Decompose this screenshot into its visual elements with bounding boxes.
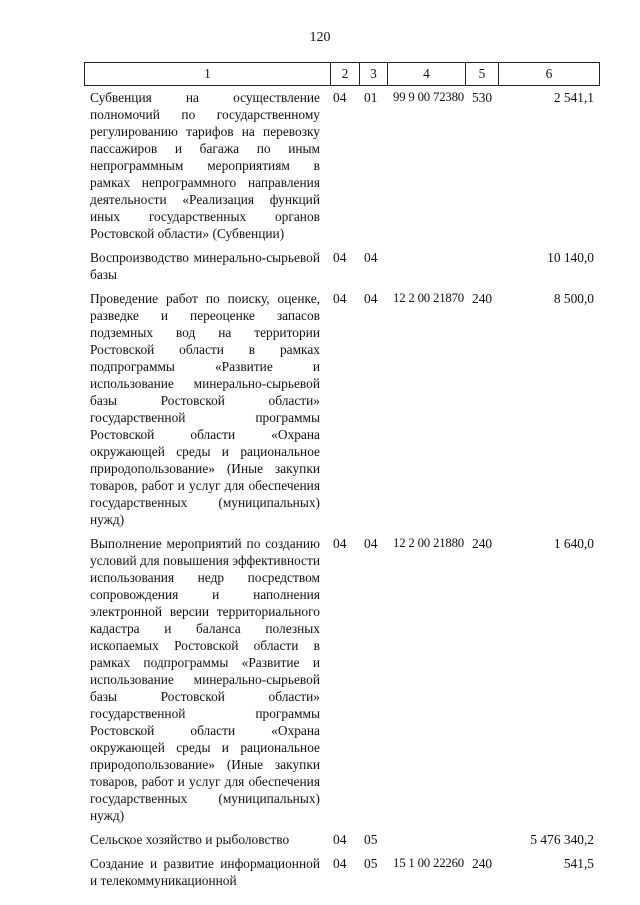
row-expense-type-code: 240	[472, 856, 493, 871]
table-row	[84, 290, 600, 528]
row-description: Воспроизводство минерально-сырьевой базы	[90, 250, 320, 282]
row-section-code: 04	[333, 832, 347, 847]
row-amount: 1 640,0	[553, 536, 594, 551]
page-number: 120	[309, 30, 331, 45]
header-cell-2: 2	[330, 63, 359, 85]
row-amount: 2 541,1	[553, 90, 594, 105]
row-description: Проведение работ по поиску, оценке, разведке и переоценке запасов подземных вод на территории Ростовской области в рамках подпрограммы «Развитие и использование минерально-сырьевой базы Ростовской области» государственной программы Ростовской области «Охрана окружающей среды и рациональное природопользование» (Иные закупки товаров, работ и услуг для обеспечения государственных (муниципальных) нужд)	[90, 291, 320, 527]
row-amount: 541,5	[563, 856, 594, 871]
row-subsection-code: 04	[364, 250, 378, 265]
row-section-code: 04	[333, 856, 347, 871]
row-subsection-code: 01	[364, 90, 378, 105]
table-row	[84, 535, 600, 824]
header-cell-1: 1	[84, 63, 330, 85]
row-subsection-code: 05	[364, 832, 378, 847]
row-expense-type-code: 240	[472, 536, 493, 551]
row-expense-type-code: 530	[472, 90, 493, 105]
row-description: Субвенция на осуществление полномочий по государственному регулированию тарифов на перевозку пассажиров и багажа по иным непрограммным мероприятиям в рамках непрограммного направления деятельности «Реализация функций иных государственных органов Ростовской области» (Субвенции)	[90, 90, 320, 241]
row-target-article-code: 12 2 00 21870	[393, 291, 464, 305]
table-row	[84, 855, 600, 889]
header-cell-3: 3	[359, 63, 387, 85]
row-subsection-code: 05	[364, 856, 378, 871]
row-amount: 5 476 340,2	[530, 832, 594, 847]
table-row	[84, 831, 600, 848]
table-row	[84, 89, 600, 242]
row-section-code: 04	[333, 90, 347, 105]
row-description: Выполнение мероприятий по созданию условий для повышения эффективности использования недр посредством сопровождения и наполнения электронной версии территориального кадастра и баланса полезных ископаемых Ростовской области в рамках подпрограммы «Развитие и использование минерально-сырьевой базы Ростовской области» государственной программы Ростовской области «Охрана окружающей среды и рациональное природопользование» (Иные закупки товаров, работ и услуг для обеспечения государственных (муниципальных) нужд)	[90, 536, 321, 823]
header-cell-4: 4	[387, 63, 465, 85]
row-amount: 8 500,0	[553, 291, 594, 306]
row-section-code: 04	[333, 250, 347, 265]
table-header-row	[84, 62, 600, 86]
row-subsection-code: 04	[364, 291, 378, 306]
header-cell-6: 6	[498, 63, 600, 85]
row-section-code: 04	[333, 291, 347, 306]
header-cell-5: 5	[465, 63, 498, 85]
table-row	[84, 249, 600, 283]
row-target-article-code: 15 1 00 22260	[393, 856, 464, 870]
row-description: Сельское хозяйство и рыболовство	[90, 832, 290, 847]
row-subsection-code: 04	[364, 536, 378, 551]
budget-table	[84, 62, 600, 889]
row-description: Создание и развитие информационной и телекоммуникационной	[90, 856, 320, 888]
row-section-code: 04	[333, 536, 347, 551]
row-expense-type-code: 240	[472, 291, 493, 306]
row-amount: 10 140,0	[547, 250, 594, 265]
row-target-article-code: 99 9 00 72380	[393, 90, 464, 104]
row-target-article-code: 12 2 00 21880	[393, 536, 464, 550]
